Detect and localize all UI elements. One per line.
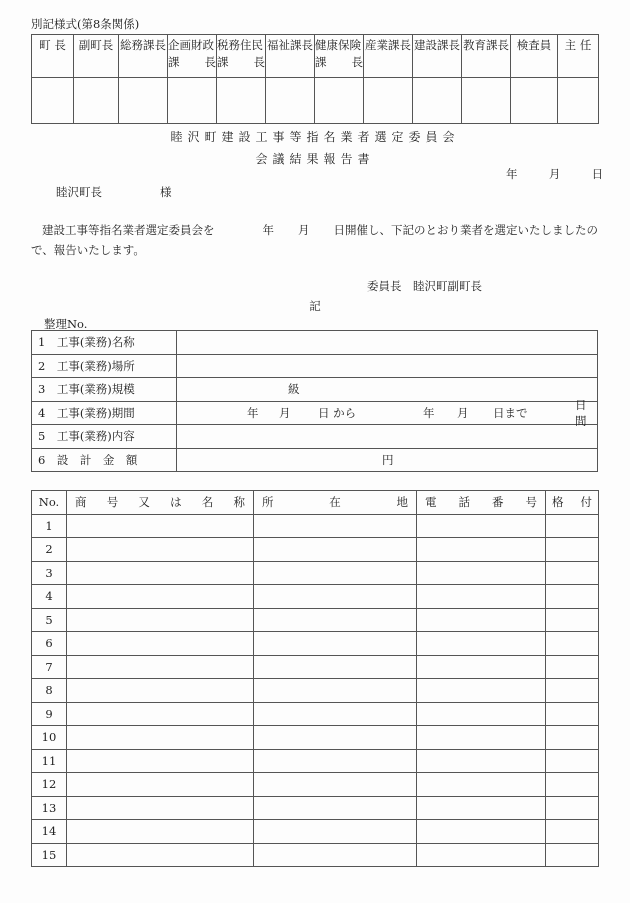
vendor-row [32,702,599,726]
approval-header-label: 副町長 [78,38,114,52]
form-label: 別記様式(第8条関係) [31,17,140,31]
col-no: No. [32,491,67,515]
col-rank [546,491,599,515]
row-number: 1 [32,514,67,538]
info-label: 6 設 計 金 額 [32,448,177,472]
name-cell[interactable] [67,561,254,585]
approval-header-label: 建設課長 [414,38,460,52]
phone-cell[interactable] [417,538,546,562]
rank-cell[interactable] [546,843,599,867]
approval-header [217,35,266,78]
row-number: 6 [32,632,67,656]
phone-cell[interactable] [417,561,546,585]
header-char: 号 [525,495,537,510]
info-label: 2 工事(業務)場所 [32,354,177,378]
approval-header [364,35,413,78]
vendor-row [32,655,599,679]
rank-cell[interactable] [546,773,599,797]
approval-header-label: 教育課長 [463,38,509,52]
rank-cell[interactable] [546,820,599,844]
grade-unit: 級 [288,382,300,397]
info-row [32,425,598,449]
phone-cell[interactable] [417,820,546,844]
header-char: 話 [458,495,470,510]
document-title: 睦沢町建設工事等指名業者選定委員会 [170,130,460,144]
stamp-cell[interactable] [315,78,364,124]
info-row [32,331,598,355]
name-cell[interactable] [67,608,254,632]
info-value[interactable] [177,354,598,378]
stamp-cell[interactable] [511,78,558,124]
body-line-2: で、報告いたします。 [31,243,145,257]
vendor-row [32,843,599,867]
vendor-table [31,490,599,867]
address-cell[interactable] [254,632,417,656]
name-cell[interactable] [67,773,254,797]
header-char: 在 [329,495,341,510]
stamp-cell[interactable] [119,78,168,124]
info-value[interactable] [177,331,598,355]
body-text: 日開催し、下記のとおり業者を選定いたしましたの [333,223,598,237]
approval-header-label: 福祉課長 [267,38,313,52]
approval-stamp-table [31,34,599,124]
rank-cell[interactable] [546,655,599,679]
address-cell[interactable] [254,538,417,562]
stamp-cell[interactable] [462,78,511,124]
header-char: 号 [106,495,119,510]
info-label: 5 工事(業務)内容 [32,425,177,449]
row-number: 4 [32,585,67,609]
info-row [32,354,598,378]
approval-header [74,35,119,78]
row-number: 9 [32,702,67,726]
vendor-row [32,820,599,844]
address-cell[interactable] [254,796,417,820]
row-number: 12 [32,773,67,797]
phone-cell[interactable] [417,608,546,632]
rank-cell[interactable] [546,561,599,585]
approval-header [315,35,364,78]
phone-cell[interactable] [417,585,546,609]
label-part: 課 [315,55,327,69]
name-cell[interactable] [67,655,254,679]
approval-header [168,35,217,78]
yen-unit: 円 [382,452,394,467]
vendor-row [32,726,599,750]
body-month: 月 [298,223,310,237]
col-address [254,491,417,515]
label-part: 長 [204,55,216,69]
row-number: 8 [32,679,67,703]
rank-cell[interactable] [546,632,599,656]
approval-header-label: 総務課長 [120,38,166,52]
vendor-row [32,632,599,656]
phone-cell[interactable] [417,749,546,773]
period-from-year: 年 [247,405,259,420]
vendor-row [32,585,599,609]
row-number: 5 [32,608,67,632]
date-day: 日 [591,167,604,181]
rank-cell[interactable] [546,608,599,632]
rank-cell[interactable] [546,796,599,820]
address-cell[interactable] [254,820,417,844]
row-number: 14 [32,820,67,844]
vendor-row [32,561,599,585]
approval-header [32,35,74,78]
header-char: 格 [552,495,564,510]
rank-cell[interactable] [546,514,599,538]
address-cell[interactable] [254,726,417,750]
header-char: 付 [580,495,592,510]
approval-header-label: 健康保険 [315,38,361,52]
label-part: 課 [168,55,180,69]
address-cell[interactable] [254,749,417,773]
body-text: 建設工事等指名業者選定委員会を [42,223,215,237]
vendor-row [32,773,599,797]
project-info-table [31,330,598,472]
header-char: 地 [396,495,408,510]
approval-header [462,35,511,78]
phone-cell[interactable] [417,843,546,867]
approval-header-label: 検査員 [516,38,552,52]
header-char: 所 [262,495,274,510]
document-subtitle: 会議結果報告書 [255,152,375,166]
phone-cell[interactable] [417,655,546,679]
stamp-cell[interactable] [217,78,266,124]
period-to-day: 日まで [493,405,528,420]
body-year: 年 [262,223,274,237]
addressee-honorific: 様 [160,185,172,199]
info-label: 1 工事(業務)名称 [32,331,177,355]
header-char: 又 [138,495,150,510]
info-row [32,448,598,472]
row-number: 10 [32,726,67,750]
rank-cell[interactable] [546,585,599,609]
label-part: 課 [217,55,229,69]
phone-cell[interactable] [417,702,546,726]
vendor-row [32,608,599,632]
name-cell[interactable] [67,749,254,773]
name-cell[interactable] [67,702,254,726]
address-cell[interactable] [254,702,417,726]
stamp-cell[interactable] [74,78,119,124]
name-cell[interactable] [67,538,254,562]
vendor-row [32,796,599,820]
rank-cell[interactable] [546,679,599,703]
address-cell[interactable] [254,608,417,632]
ki-heading: 記 [309,299,321,313]
info-label: 4 工事(業務)期間 [32,401,177,425]
header-char: 電 [425,495,437,510]
rank-cell[interactable] [546,726,599,750]
phone-cell[interactable] [417,773,546,797]
stamp-cell[interactable] [364,78,413,124]
vendor-row [32,514,599,538]
address-cell[interactable] [254,561,417,585]
vendor-row [32,749,599,773]
header-char: は [170,495,182,510]
address-cell[interactable] [254,514,417,538]
row-number: 7 [32,655,67,679]
approval-header [558,35,599,78]
header-char: 商 [75,495,87,510]
col-phone [417,491,546,515]
approval-header-label-line2 [315,54,363,71]
name-cell[interactable] [67,514,254,538]
info-value[interactable] [177,397,598,428]
rank-cell[interactable] [546,702,599,726]
approval-header [266,35,315,78]
address-cell[interactable] [254,679,417,703]
address-cell[interactable] [254,655,417,679]
approval-header [511,35,558,78]
address-cell[interactable] [254,843,417,867]
period-from-day: 日 から [318,405,357,420]
header-char: 称 [233,495,245,510]
name-cell[interactable] [67,726,254,750]
approval-header-row [32,35,599,78]
approval-stamp-row [32,78,599,124]
stamp-cell[interactable] [266,78,315,124]
vendor-header-row [32,491,599,515]
vendor-row [32,679,599,703]
rank-cell[interactable] [546,538,599,562]
label-part: 長 [253,55,265,69]
phone-cell[interactable] [417,514,546,538]
approval-header-label: 企画財政 [168,38,214,52]
body-line-1 [42,222,598,238]
info-label: 3 工事(業務)規模 [32,378,177,402]
phone-cell[interactable] [417,726,546,750]
address-cell[interactable] [254,773,417,797]
period-from-month: 月 [279,405,291,420]
name-cell[interactable] [67,843,254,867]
name-cell[interactable] [67,796,254,820]
info-value[interactable] [177,448,598,472]
address-cell[interactable] [254,585,417,609]
approval-header-label-line2 [217,54,265,71]
approval-header-label: 主 任 [564,38,592,52]
header-char: 番 [492,495,504,510]
header-char: 名 [201,495,214,510]
stamp-cell[interactable] [32,78,74,124]
approval-header [413,35,462,78]
stamp-cell[interactable] [558,78,599,124]
info-row [32,378,598,402]
name-cell[interactable] [67,820,254,844]
row-number: 11 [32,749,67,773]
row-number: 3 [32,561,67,585]
date-year: 年 [506,167,518,181]
row-number: 15 [32,843,67,867]
approval-header-label: 町 長 [39,38,66,52]
report-date [506,166,603,182]
period-to-year: 年 [423,405,435,420]
info-value[interactable] [177,425,598,449]
approval-header-label: 税務住民 [217,38,263,52]
period-to-month: 月 [457,405,469,420]
rank-cell[interactable] [546,749,599,773]
seiri-no-label: 整理No. [44,317,88,331]
phone-cell[interactable] [417,679,546,703]
col-name [67,491,254,515]
info-row [32,401,598,425]
addressee [56,184,172,200]
name-cell[interactable] [67,632,254,656]
phone-cell[interactable] [417,796,546,820]
vendor-row [32,538,599,562]
info-value[interactable] [177,378,598,402]
approval-header [119,35,168,78]
period-days: 日間 [575,397,587,428]
chairman: 委員長 睦沢町副町長 [367,279,482,293]
row-number: 13 [32,796,67,820]
row-number: 2 [32,538,67,562]
approval-header-label-line2 [168,54,216,71]
name-cell[interactable] [67,679,254,703]
date-month: 月 [548,167,561,181]
stamp-cell[interactable] [413,78,462,124]
label-part: 長 [351,55,363,69]
phone-cell[interactable] [417,632,546,656]
approval-header-label: 産業課長 [365,38,411,52]
addressee-name: 睦沢町長 [56,185,102,199]
stamp-cell[interactable] [168,78,217,124]
name-cell[interactable] [67,585,254,609]
